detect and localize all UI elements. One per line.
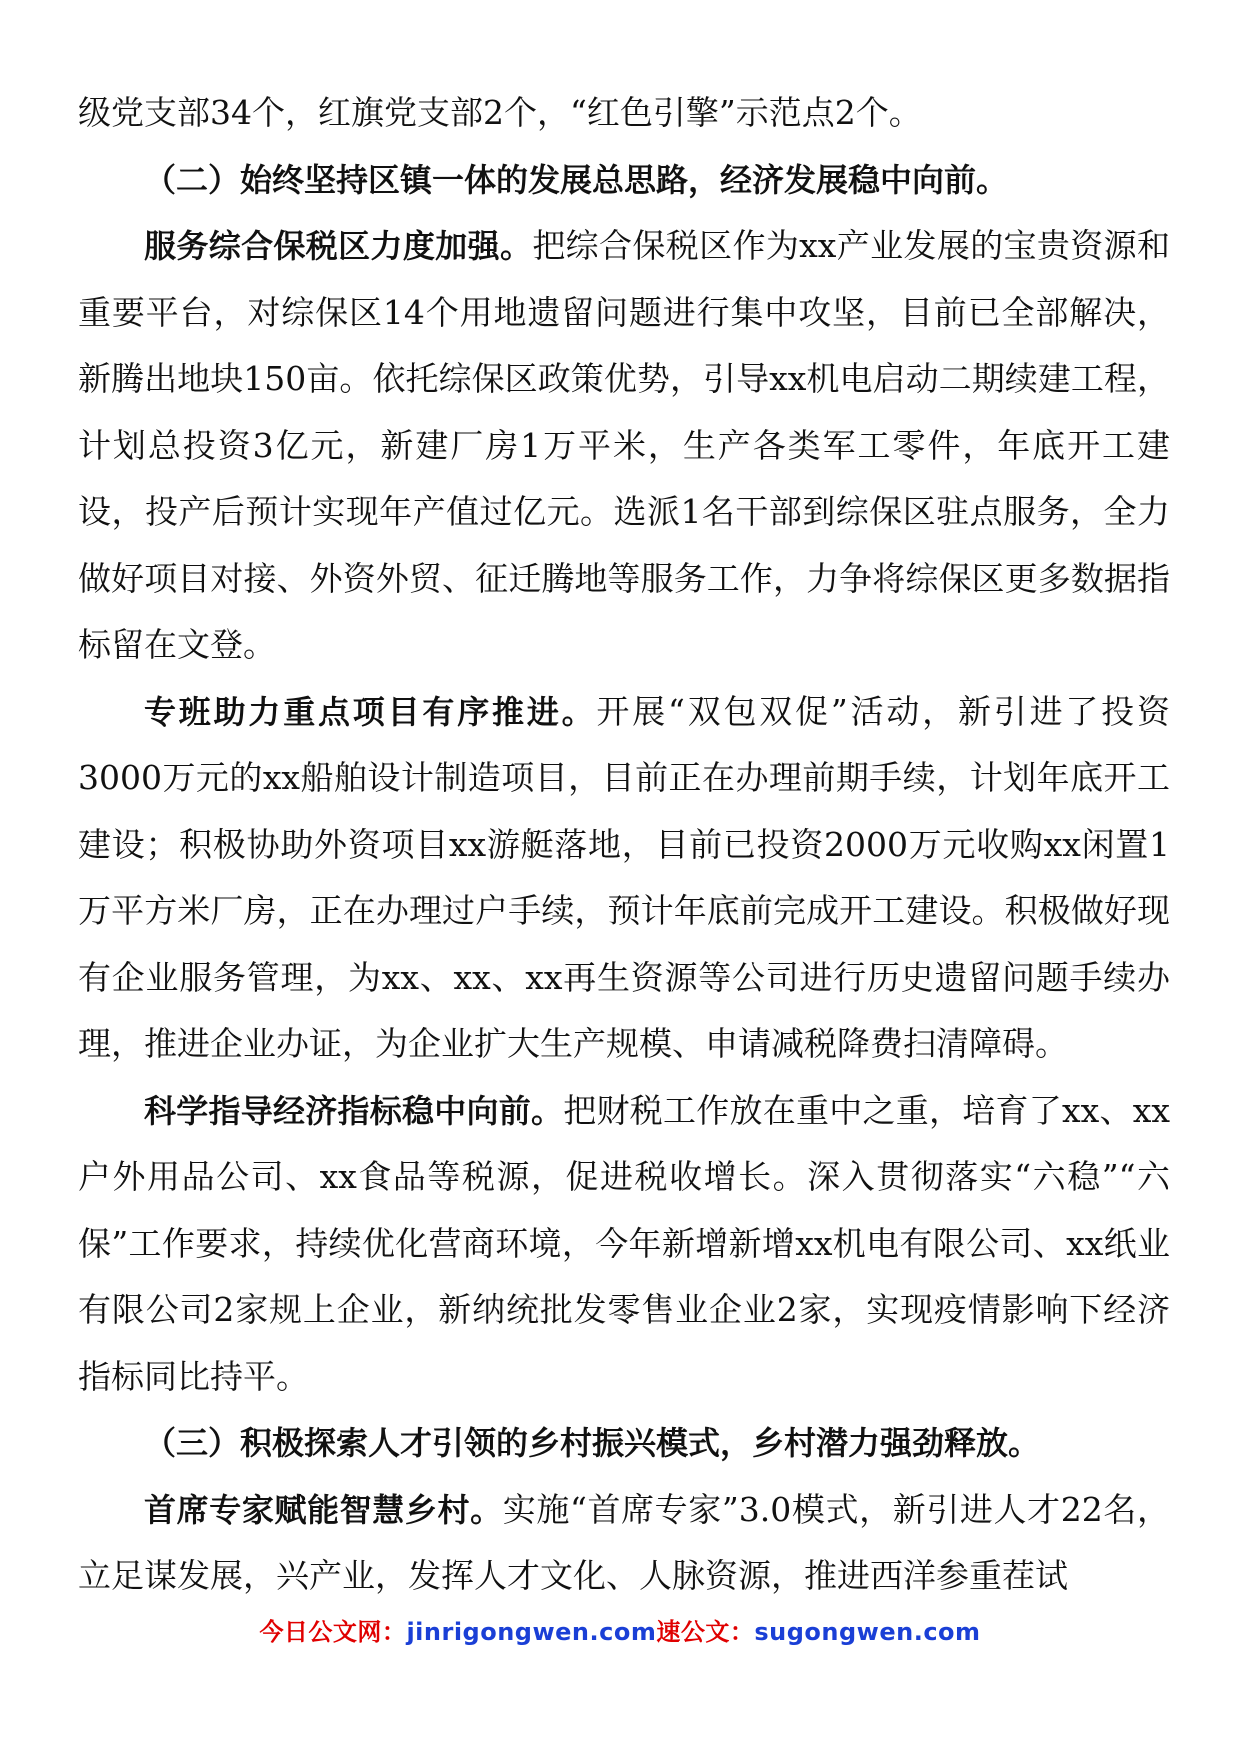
footer-label-1: 今日公文网： — [259, 1618, 407, 1646]
paragraph-text: 把综合保税区作为xx产业发展的宝贵资源和重要平台，对综保区14个用地遗留问题进行集中攻坚，目前已全部解决，新腾出地块150亩。依托综保区政策优势，引导xx机电启动二期续建工程，计划总投资3亿元，新建厂房1万平米，生产各类军工零件，年底开工建设，投产后预计实现年产值过亿元。选派1名干部到综保区驻点服务，全力做好项目对接、外资外贸、征迁腾地等服务工作，力争将综保区更多数据指标留在文登。 — [78, 226, 1170, 664]
paragraph-bonded-zone — [78, 213, 1170, 679]
paragraph-chief-expert — [78, 1477, 1170, 1610]
paragraph-lead: 专班助力重点项目有序推进。 — [144, 692, 597, 731]
footer-watermark — [0, 1612, 1240, 1647]
document-body — [78, 80, 1170, 1610]
footer-label-2: 速公文： — [656, 1618, 755, 1646]
paragraph-key-projects — [78, 679, 1170, 1078]
section-heading-2: （二）始终坚持区镇一体的发展总思路，经济发展稳中向前。 — [144, 160, 1009, 199]
paragraph-lead: 首席专家赋能智慧乡村。 — [144, 1490, 503, 1529]
footer-link-2[interactable]: sugongwen.com — [754, 1618, 981, 1646]
paragraph-continuation: 级党支部34个，红旗党支部2个，“红色引擎”示范点2个。 — [78, 93, 922, 132]
paragraph-economic-indicators — [78, 1078, 1170, 1411]
paragraph-lead: 科学指导经济指标稳中向前。 — [144, 1091, 564, 1130]
paragraph-lead: 服务综合保税区力度加强。 — [144, 227, 533, 265]
paragraph-text: 实施“首席专家”3.0模式，新引进人才22名，立足谋发展，兴产业，发挥人才文化、人脉资源，推进西洋参重茬试 — [78, 1489, 1170, 1595]
paragraph-text: 把财税工作放在重中之重，培育了xx、xx户外用品公司、xx食品等税源，促进税收增长。深入贯彻落实“六稳”“六保”工作要求，持续优化营商环境，今年新增新增xx机电有限公司、xx纸业有限公司2家规上企业，新纳统批发零售业企业2家，实现疫情影响下经济指标同比持平。 — [78, 1090, 1170, 1396]
paragraph-text: 开展“双包双促”活动，新引进了投资3000万元的xx船舶设计制造项目，目前正在办理前期手续，计划年底开工建设；积极协助外资项目xx游艇落地，目前已投资2000万元收购xx闲置1万平方米厂房，正在办理过户手续，预计年底前完成开工建设。积极做好现有企业服务管理，为xx、xx、xx再生资源等公司进行历史遗留问题手续办理，推进企业办证，为企业扩大生产规模、申请减税降费扫清障碍。 — [78, 691, 1170, 1063]
section-heading-3: （三）积极探索人才引领的乡村振兴模式，乡村潜力强劲释放。 — [144, 1424, 1041, 1462]
footer-link-1[interactable]: jinrigongwen.com — [406, 1618, 657, 1646]
